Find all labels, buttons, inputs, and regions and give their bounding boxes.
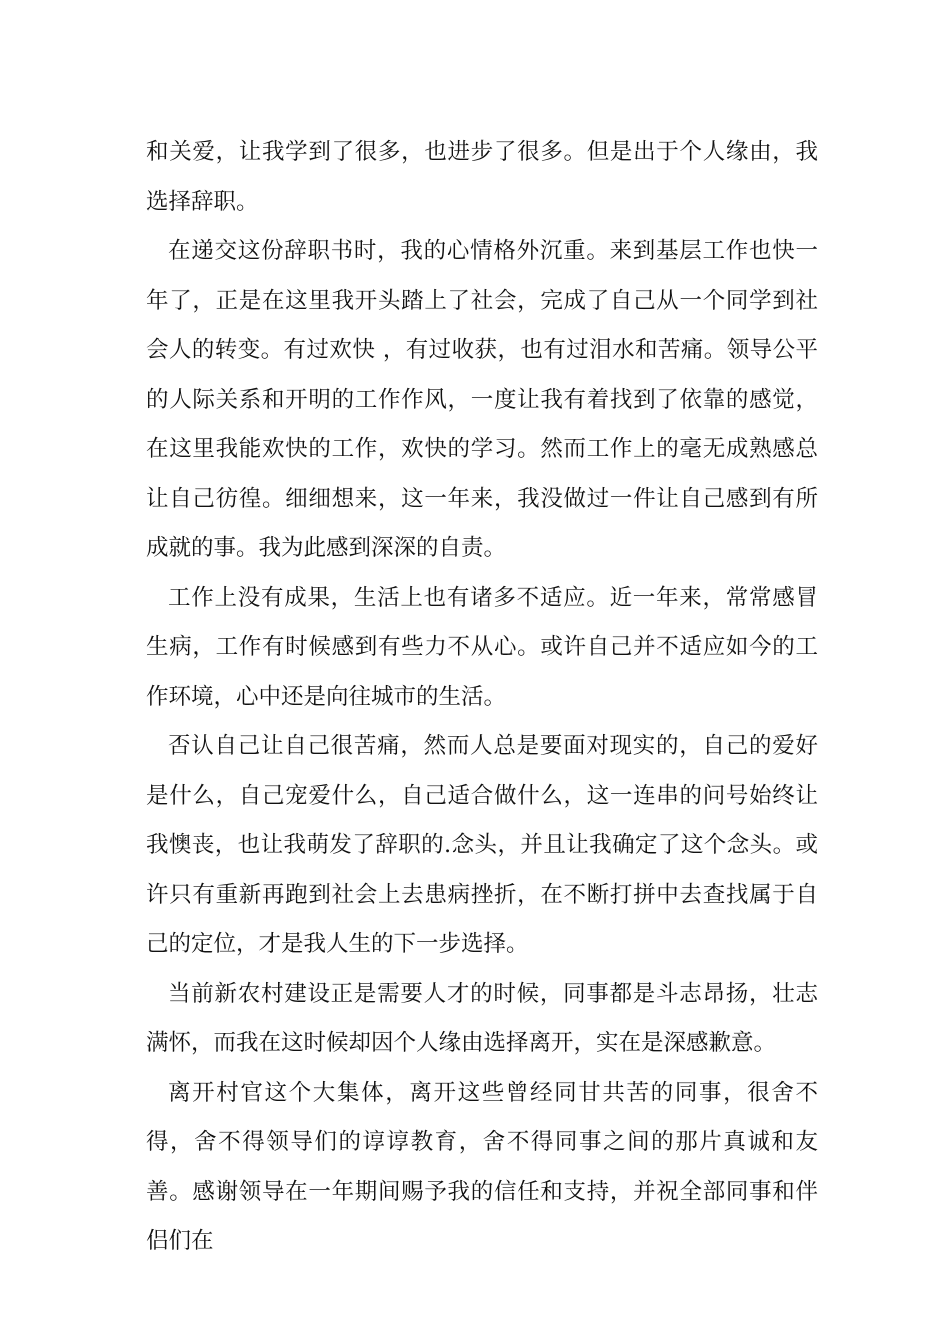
paragraph-3: 工作上没有成果，生活上也有诸多不适应。近一年来，常常感冒生病，工作有时候感到有些力不从心。或许自己并不适应如今的工作环境，心中还是向往城市的生活。 (146, 584, 818, 710)
paragraph-2: 在递交这份辞职书时，我的心情格外沉重。来到基层工作也快一年了，正是在这里我开头踏上了社会，完成了自己从一个同学到社会人的转变。有过欢快 ，有过收获，也有过泪水和苦痛。领导公平的人际关系和开明的工作作风，一度让我有着找到了依靠的感觉，在这里我能欢快的工作，欢快的学习。然而工作上的毫无成熟感总让自己彷徨。细细想来，这一年来，我没做过一件让自己感到有所成就的事。我为此感到深深的自责。 (146, 238, 818, 561)
paragraph-6: 离开村官这个大集体，离开这些曾经同甘共苦的同事，很舍不得，舍不得领导们的谆谆教育，舍不得同事之间的那片真诚和友善。感谢领导在一年期间赐予我的信任和支持，并祝全部同事和伴侣们在 (146, 1079, 818, 1254)
paragraph-1: 和关爱，让我学到了很多，也进步了很多。但是出于个人缘由，我选择辞职。 (146, 139, 818, 215)
paragraph-4: 否认自己让自己很苦痛，然而人总是要面对现实的，自己的爱好是什么，自己宠爱什么，自己适合做什么，这一连串的问号始终让我懊丧，也让我萌发了辞职的.念头，并且让我确定了这个念头。或许只有重新再跑到社会上去患病挫折，在不断打拼中去查找属于自己的定位，才是我人生的下一步选择。 (146, 733, 818, 957)
document-body (146, 128, 818, 1267)
paragraph-5: 当前新农村建设正是需要人才的时候，同事都是斗志昂扬，壮志满怀，而我在这时候却因个人缘由选择离开，实在是深感歉意。 (146, 980, 818, 1056)
